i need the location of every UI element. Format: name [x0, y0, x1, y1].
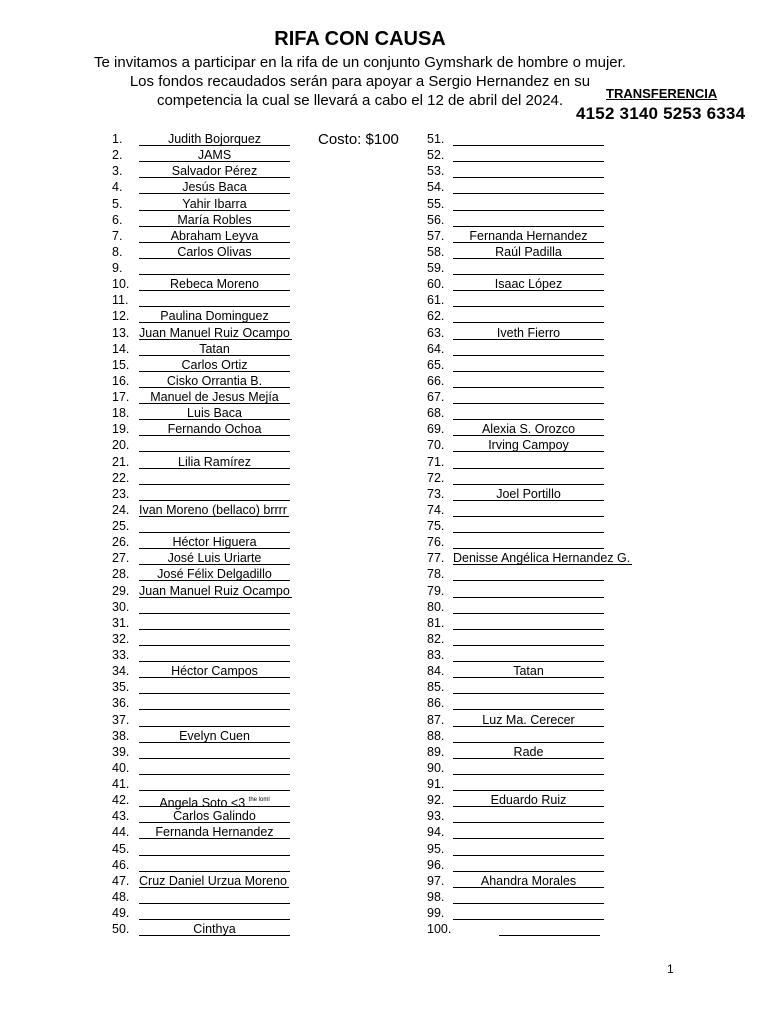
- entry-number: 46.: [112, 857, 130, 872]
- entry-name-line: [453, 534, 604, 549]
- entry-number: 62.: [427, 309, 445, 324]
- entry-name-line: [139, 647, 290, 662]
- entry-name-line: [453, 663, 604, 678]
- entry-number: 59.: [427, 261, 445, 275]
- entry-number: 8.: [112, 244, 123, 259]
- entry-name: Abraham Leyva: [170, 228, 259, 243]
- entry-name: María Robles: [177, 212, 252, 227]
- entry-name-line: [139, 147, 290, 162]
- entry-number: 86.: [427, 696, 445, 711]
- entry-number: 21.: [112, 454, 130, 469]
- entry-name: Judith Bojorquez: [167, 132, 262, 146]
- entry-name: Angela Soto <3: [159, 796, 246, 811]
- entry-name-line: [453, 824, 604, 839]
- entry-name: Juan Manuel Ruiz Ocampo: [139, 583, 290, 598]
- entry-name-line: [139, 921, 290, 936]
- entry-name: Fernanda Hernandez: [155, 825, 274, 840]
- intro-line-2: Los fondos recaudados serán para apoyar a Sergio Hernandez en su: [129, 73, 591, 90]
- entry-number: 26.: [112, 535, 130, 550]
- entry-name: José Félix Delgadillo: [157, 567, 272, 582]
- entry-name: Salvador Pérez: [171, 164, 258, 179]
- entry-name-line: [453, 357, 604, 372]
- entry-name-line: [139, 615, 290, 630]
- entry-number: 100.: [427, 922, 452, 937]
- entry-number: 66.: [427, 373, 445, 388]
- entry-name-line: [453, 470, 604, 485]
- entry-name: Juan Manuel Ruiz Ocampo: [139, 325, 290, 340]
- entry-number: 29.: [112, 583, 130, 598]
- entry-number: 50.: [112, 922, 130, 937]
- entry-number: 98.: [427, 889, 445, 904]
- entry-name: Jesús Baca: [182, 180, 247, 195]
- entry-number: 72.: [427, 470, 445, 485]
- entry-number: 40.: [112, 760, 130, 775]
- entry-number: 58.: [427, 244, 445, 259]
- entry-number: 84.: [427, 664, 445, 679]
- entry-number: 80.: [427, 599, 445, 614]
- entry-number: 28.: [112, 567, 130, 582]
- entry-number: 90.: [427, 760, 445, 775]
- entry-number: 32.: [112, 631, 130, 646]
- entry-name: Eduardo Ruiz: [490, 793, 567, 808]
- entry-name-line: [453, 889, 604, 904]
- entry-number: 97.: [427, 873, 445, 888]
- entry-name-line: [139, 163, 290, 178]
- entry-name-line: [453, 163, 604, 178]
- entry-name: Evelyn Cuen: [179, 728, 250, 743]
- entry-number: 25.: [112, 519, 130, 533]
- entry-number: 81.: [427, 615, 445, 630]
- entry-name-line: [453, 228, 604, 243]
- entry-number: 34.: [112, 664, 130, 679]
- entry-name: Rebeca Moreno: [170, 277, 259, 292]
- entry-name-line: [139, 808, 290, 823]
- entry-name-line: [453, 905, 604, 920]
- entry-name-line: [139, 599, 290, 614]
- entry-name-line: [139, 373, 290, 388]
- entry-name-line: [139, 776, 290, 791]
- intro-line-3: competencia la cual se llevará a cabo el 12 de abril del 2024.: [156, 92, 564, 109]
- entry-name-line: [139, 131, 290, 146]
- entry-number: 17.: [112, 390, 130, 404]
- entry-number: 77.: [427, 551, 445, 566]
- entry-name: Irving Campoy: [488, 438, 569, 453]
- entry-name: Héctor Higuera: [172, 535, 257, 550]
- entry-number: 69.: [427, 422, 445, 437]
- entry-number: 70.: [427, 438, 445, 453]
- entry-number: 47.: [112, 873, 130, 888]
- entry-name-line: [453, 728, 604, 743]
- entry-name: Joel Portillo: [496, 486, 561, 501]
- entry-name-line: [453, 808, 604, 823]
- entry-name-line: [453, 260, 604, 275]
- entry-number: 63.: [427, 325, 445, 340]
- entry-name-line: [453, 744, 604, 759]
- entry-number: 12.: [112, 309, 130, 324]
- entry-name-line: [139, 502, 289, 517]
- entry-name-line: [139, 857, 290, 872]
- entry-number: 88.: [427, 728, 445, 743]
- entry-number: 2.: [112, 148, 123, 163]
- entry-name-line: [453, 583, 604, 598]
- entry-name-line: [139, 437, 290, 452]
- entry-number: 13.: [112, 325, 130, 340]
- entry-name-line: [453, 341, 604, 356]
- entry-number: 11.: [112, 293, 129, 308]
- entry-number: 96.: [427, 857, 445, 872]
- entry-number: 48.: [112, 889, 130, 904]
- entry-number: 54.: [427, 180, 445, 195]
- entry-name: Luz Ma. Cerecer: [482, 712, 575, 727]
- entry-name: Tatan: [199, 341, 230, 356]
- entry-name-line: [453, 518, 604, 533]
- entry-name: Héctor Campos: [171, 664, 258, 679]
- entry-name-line: [453, 292, 604, 307]
- entry-name: Ivan Moreno (bellaco) brrrr: [139, 502, 287, 517]
- entry-name-line: [139, 341, 290, 356]
- entry-number: 36.: [112, 696, 130, 711]
- entry-number: 19.: [112, 422, 130, 437]
- intro-line-1: Te invitamos a participar en la rifa de un conjunto Gymshark de hombre o mujer.: [94, 54, 626, 71]
- entry-name-line: [139, 550, 290, 565]
- entry-number: 20.: [112, 438, 130, 453]
- entry-name-line: [139, 470, 290, 485]
- entry-name-line: [453, 405, 604, 420]
- entry-number: 10.: [112, 277, 130, 292]
- entry-number: 23.: [112, 486, 130, 501]
- entry-name-line: [139, 712, 290, 727]
- entry-number: 76.: [427, 535, 445, 550]
- entry-name-line: [139, 760, 290, 775]
- entry-name-line: [139, 679, 290, 694]
- entry-number: 5.: [112, 196, 123, 211]
- entry-name-line: [139, 486, 290, 501]
- entry-number: 53.: [427, 164, 445, 179]
- entry-name: Carlos Olivas: [177, 244, 252, 259]
- entry-name-line: [139, 873, 289, 888]
- entry-name-line: [453, 647, 604, 662]
- entry-name-line: [139, 292, 290, 307]
- entry-name-line: [453, 196, 604, 211]
- entry-number: 67.: [427, 390, 445, 404]
- entry-name-line: [139, 905, 290, 920]
- page-title: RIFA CON CAUSA: [274, 28, 446, 50]
- entry-number: 52.: [427, 148, 445, 163]
- entry-number: 78.: [427, 567, 445, 582]
- entry-name: Yahir Ibarra: [182, 196, 247, 211]
- entry-number: 92.: [427, 793, 445, 808]
- entry-number: 94.: [427, 825, 445, 840]
- entry-name-line: [139, 212, 290, 227]
- entry-name-line: [453, 179, 604, 194]
- entry-name: Fernanda Hernandez: [469, 228, 588, 243]
- entry-number: 6.: [112, 212, 123, 227]
- entry-name-line: [453, 615, 604, 630]
- entry-name-line: [139, 631, 290, 646]
- entry-number: 3.: [112, 164, 123, 179]
- entry-name-line: [453, 389, 604, 404]
- entry-name-line: [453, 421, 604, 436]
- entry-number: 51.: [427, 132, 445, 146]
- transfer-account-number: 4152 3140 5253 6334: [576, 104, 746, 123]
- entry-name-line: [139, 566, 290, 581]
- entry-name: Manuel de Jesus Mejía: [150, 390, 279, 404]
- entry-name-line: [453, 454, 604, 469]
- entry-name-line: [139, 841, 290, 856]
- entry-name-line: [139, 357, 290, 372]
- entry-name: Lilia Ramírez: [178, 454, 251, 469]
- page-number: 1: [667, 962, 674, 976]
- entry-name-line: [139, 196, 290, 211]
- entry-number: 65.: [427, 357, 445, 372]
- entry-name: Cruz Daniel Urzua Moreno: [139, 873, 287, 888]
- entry-name: Carlos Galindo: [173, 809, 256, 824]
- entry-number: 45.: [112, 841, 130, 856]
- entry-number: 30.: [112, 599, 130, 614]
- entry-name-line: [139, 824, 290, 839]
- entry-number: 79.: [427, 583, 445, 598]
- entry-name: Isaac López: [494, 277, 563, 292]
- entry-number: 4.: [112, 180, 123, 195]
- entry-name-line: [139, 518, 290, 533]
- entry-name-line: [453, 325, 604, 340]
- entry-name: Alexia S. Orozco: [481, 422, 576, 437]
- entry-number: 38.: [112, 728, 130, 743]
- entry-name: Carlos Ortiz: [181, 357, 248, 372]
- entry-name: Denisse Angélica Hernandez G.: [453, 551, 631, 566]
- entry-number: 74.: [427, 502, 445, 517]
- entry-name-line: [139, 308, 290, 323]
- entry-number: 1.: [112, 132, 123, 146]
- entry-number: 60.: [427, 277, 445, 292]
- entry-number: 31.: [112, 615, 130, 630]
- entry-name: Tatan: [513, 664, 544, 679]
- entry-number: 73.: [427, 486, 445, 501]
- entry-name-line: [453, 712, 604, 727]
- entry-number: 82.: [427, 631, 445, 646]
- entry-number: 22.: [112, 470, 130, 485]
- entry-name-line: [453, 244, 604, 259]
- ticket-cost: Costo: $100: [318, 131, 399, 148]
- entry-number: 61.: [427, 293, 445, 308]
- entry-number: 75.: [427, 519, 445, 533]
- entry-name: Ahandra Morales: [480, 873, 577, 888]
- entry-name-line: [453, 566, 604, 581]
- entry-name-line: [453, 486, 604, 501]
- entry-number: 99.: [427, 906, 445, 920]
- entry-number: 87.: [427, 712, 445, 727]
- entry-name-line: [453, 147, 604, 162]
- entry-number: 7.: [112, 228, 123, 243]
- entry-name: Luis Baca: [187, 406, 242, 421]
- entry-number: 57.: [427, 228, 445, 243]
- entry-name-line: [453, 502, 604, 517]
- entry-name-annotation: the loml: [248, 797, 270, 804]
- entry-number: 16.: [112, 373, 130, 388]
- entry-name-line: [139, 325, 292, 340]
- entry-number: 15.: [112, 357, 130, 372]
- entry-name-line: [139, 389, 290, 404]
- entry-number: 89.: [427, 744, 445, 759]
- entry-number: 9.: [112, 261, 123, 275]
- entry-name-line: [139, 663, 290, 678]
- entry-number: 49.: [112, 906, 130, 920]
- entry-number: 41.: [112, 777, 130, 791]
- entry-name-line: [139, 728, 290, 743]
- entry-name-line: [453, 776, 604, 791]
- entry-number: 27.: [112, 551, 130, 566]
- entry-number: 56.: [427, 212, 445, 227]
- entry-name: Cinthya: [193, 922, 236, 937]
- entry-name-line: [453, 679, 604, 694]
- entry-number: 95.: [427, 841, 445, 856]
- transfer-label: TRANSFERENCIA: [606, 86, 718, 101]
- entry-name-line: [453, 550, 632, 565]
- entry-number: 64.: [427, 341, 445, 356]
- entry-name-line: [453, 308, 604, 323]
- entry-number: 33.: [112, 648, 130, 662]
- entry-name-line: [453, 873, 604, 888]
- entry-number: 37.: [112, 712, 130, 727]
- entry-name-line: [139, 792, 290, 811]
- entry-number: 55.: [427, 196, 445, 211]
- entry-number: 35.: [112, 680, 130, 695]
- entry-number: 44.: [112, 825, 130, 840]
- entry-number: 42.: [112, 793, 130, 808]
- entry-number: 39.: [112, 744, 130, 759]
- entry-name-line: [453, 437, 604, 452]
- entry-name-line: [139, 454, 290, 469]
- entry-number: 43.: [112, 809, 130, 824]
- entry-name-line: [453, 131, 604, 146]
- intro-text: [68, 53, 652, 110]
- entry-name: Cisko Orrantia B.: [166, 373, 263, 388]
- entry-name-line: [139, 179, 290, 194]
- entry-name-line: [139, 889, 290, 904]
- entry-name-line: [139, 228, 290, 243]
- entry-name-line: [453, 631, 604, 646]
- entry-name-line: [139, 405, 290, 420]
- entry-name-line: [453, 857, 604, 872]
- entry-name: Fernando Ochoa: [167, 422, 262, 437]
- entry-name-line: [499, 921, 600, 936]
- entry-name-line: [453, 792, 604, 807]
- entry-number: 14.: [112, 341, 130, 356]
- entry-name: José Luis Uriarte: [167, 551, 262, 566]
- entry-name-line: [139, 260, 290, 275]
- entry-number: 85.: [427, 680, 445, 695]
- entry-name-line: [139, 534, 290, 549]
- entry-name: JAMS: [197, 148, 232, 163]
- entry-name-line: [139, 695, 290, 710]
- entry-number: 93.: [427, 809, 445, 824]
- entry-number: 91.: [427, 777, 445, 791]
- entry-name-line: [453, 212, 604, 227]
- entry-name-line: [453, 373, 604, 388]
- entry-name-line: [139, 744, 290, 759]
- entry-number: 24.: [112, 502, 130, 517]
- entry-name-line: [139, 583, 292, 598]
- entry-name: Rade: [513, 744, 544, 759]
- entry-name-line: [139, 421, 290, 436]
- entry-name: Raúl Padilla: [495, 244, 562, 259]
- entry-name-line: [139, 276, 290, 291]
- entry-number: 83.: [427, 648, 445, 662]
- entry-name: Iveth Fierro: [496, 325, 561, 340]
- entry-name-line: [453, 695, 604, 710]
- entry-name-line: [453, 760, 604, 775]
- entry-number: 18.: [112, 406, 130, 421]
- entry-name-line: [139, 244, 290, 259]
- entry-name-line: [453, 276, 604, 291]
- entry-name-line: [453, 841, 604, 856]
- entry-name: Paulina Dominguez: [160, 309, 269, 324]
- entry-name-line: [453, 599, 604, 614]
- entry-number: 71.: [427, 454, 445, 469]
- entry-number: 68.: [427, 406, 445, 421]
